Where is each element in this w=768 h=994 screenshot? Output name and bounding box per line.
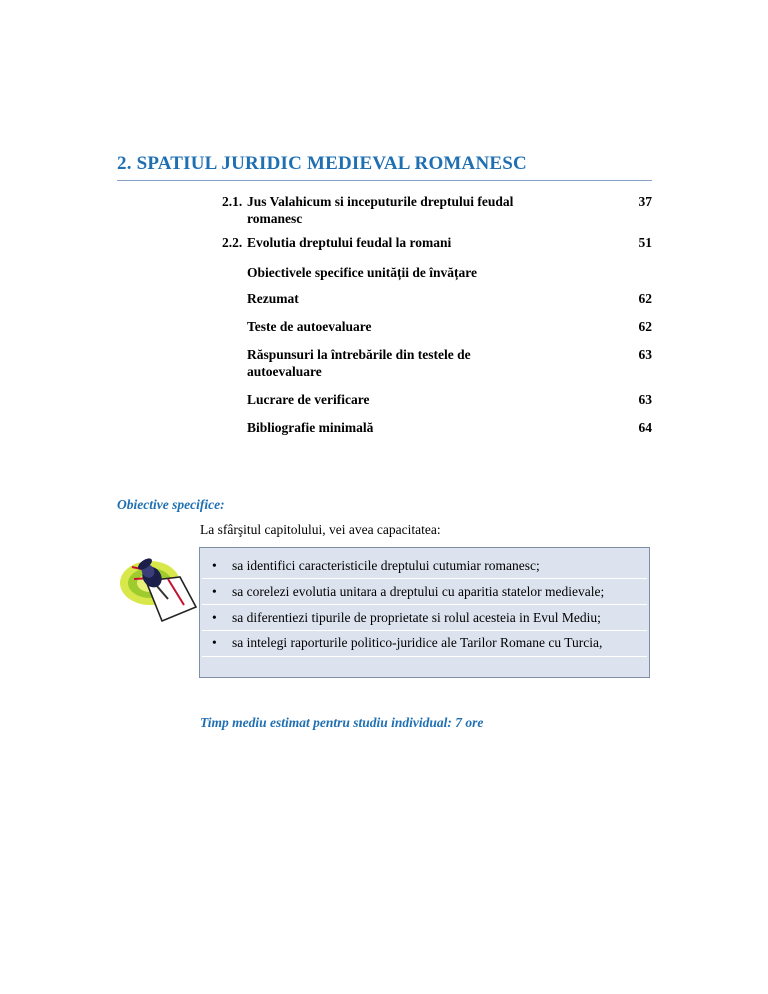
toc-entry-page: 63 <box>638 392 652 407</box>
objective-text: sa corelezi evolutia unitara a dreptului cu aparitia statelor medievale; <box>232 584 605 599</box>
toc-entry-text: Rezumat <box>247 291 299 306</box>
pushpin-note-icon <box>118 547 200 629</box>
objective-item <box>212 557 540 574</box>
bullet-icon: • <box>212 584 217 599</box>
objective-text: sa intelegi raporturile politico-juridice ale Tarilor Romane cu Turcia, <box>232 635 603 650</box>
toc-entry-page: 63 <box>638 347 652 362</box>
divider <box>202 656 647 657</box>
toc-entry-text: Răspunsuri la întrebările din testele de autoevaluare <box>247 347 471 379</box>
objective-text: sa identifici caracteristicile dreptului cutumiar romanesc; <box>232 558 540 573</box>
toc-entry-page: 51 <box>638 235 652 250</box>
toc-entry-page: 62 <box>638 319 652 334</box>
toc-entry-text: Bibliografie minimală <box>247 420 374 435</box>
objective-item <box>212 634 602 651</box>
objectives-box <box>199 547 650 678</box>
bullet-icon: • <box>212 610 217 625</box>
toc-entry-page: 62 <box>638 291 652 306</box>
objective-item <box>212 583 604 600</box>
toc-entry-page: 37 <box>638 194 652 209</box>
bullet-icon: • <box>212 635 217 650</box>
objective-item <box>212 609 601 626</box>
toc-entry-text: Obiectivele specifice unității de învățare <box>247 265 477 280</box>
chapter-title: 2. SPATIUL JURIDIC MEDIEVAL ROMANESC <box>117 153 527 174</box>
objectives-heading: Obiective specifice: <box>117 497 225 512</box>
divider <box>202 604 647 605</box>
title-divider <box>117 180 652 181</box>
toc-entry-text: Jus Valahicum si inceputurile dreptului feudal romanesc <box>247 194 514 226</box>
toc-entry-text: Teste de autoevaluare <box>247 319 372 334</box>
toc-entry-text: Lucrare de verificare <box>247 392 370 407</box>
toc-entry-number: 2.2. <box>222 235 243 250</box>
objective-text: sa diferentiezi tipurile de proprietate si rolul acesteia in Evul Mediu; <box>232 610 601 625</box>
time-estimate: Timp mediu estimat pentru studiu individual: 7 ore <box>200 715 484 730</box>
toc-entry-page: 64 <box>638 420 652 435</box>
bullet-icon: • <box>212 558 217 573</box>
divider <box>202 630 647 631</box>
toc-entry-text: Evolutia dreptului feudal la romani <box>247 235 452 250</box>
objectives-intro: La sfârşitul capitolului, vei avea capacitatea: <box>200 522 441 537</box>
toc-entry-number: 2.1. <box>222 194 243 209</box>
divider <box>202 578 647 579</box>
